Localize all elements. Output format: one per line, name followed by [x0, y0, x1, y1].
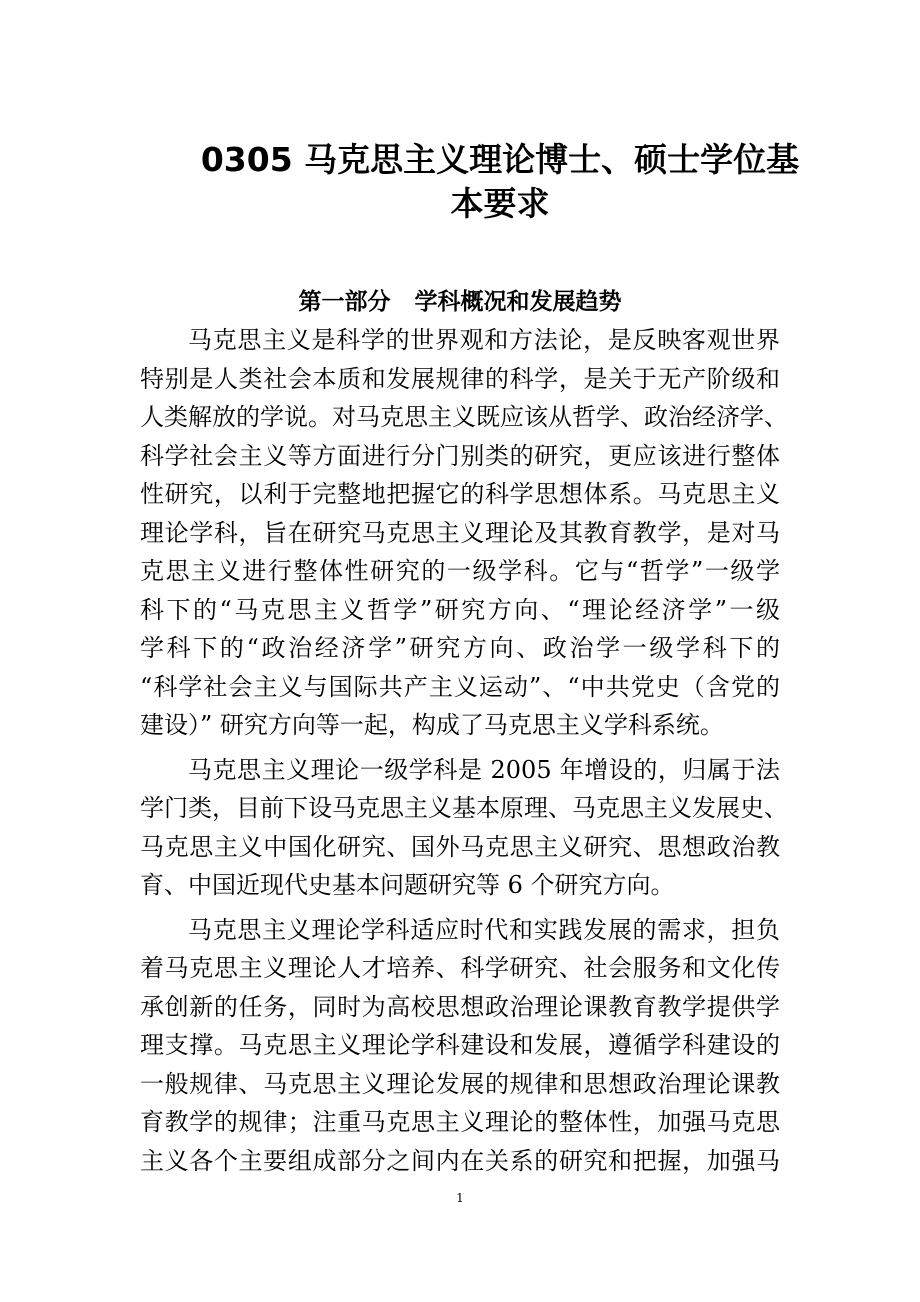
paragraph	[140, 911, 780, 1181]
text-line: 主义各个主要组成部分之间内在关系的研究和把握，加强马	[140, 1146, 780, 1175]
text-line: 马克思主义是科学的世界观和方法论，是反映客观世界	[188, 326, 780, 354]
page-title	[180, 138, 820, 226]
section-heading: 第一部分 学科概况和发展趋势	[298, 289, 622, 315]
text-line: 理支撑。马克思主义理论学科建设和发展，遵循学科建设的	[140, 1031, 780, 1059]
text-line: 建设）” 研究方向等一起，构成了马克思主义学科系统。	[140, 711, 724, 739]
text-line: 着马克思主义理论人才培养、科学研究、社会服务和文化传	[140, 954, 780, 982]
title-line: 本要求	[450, 184, 550, 223]
text-line: 育、中国近现代史基本问题研究等 6 个研究方向。	[140, 871, 675, 899]
text-line: 科学社会主义等方面进行分门别类的研究，更应该进行整体	[140, 441, 780, 470]
page-number: 1	[456, 1191, 464, 1205]
paragraph	[140, 321, 788, 745]
text-line: 马克思主义中国化研究、国外马克思主义研究、思想政治教	[140, 832, 780, 861]
text-line: 承创新的任务，同时为高校思想政治理论课教育教学提供学	[140, 992, 780, 1021]
text-line: 学门类，目前下设马克思主义基本原理、马克思主义发展史、	[140, 794, 788, 822]
paragraph	[140, 751, 788, 905]
text-line: 学科下的“政治经济学”研究方向、政治学一级学科下的	[140, 634, 780, 662]
text-line: “科学社会主义与国际共产主义运动”、“中共党史（含党的	[140, 672, 780, 701]
text-line: 特别是人类社会本质和发展规律的科学，是关于无产阶级和	[140, 364, 780, 393]
text-line: 马克思主义理论一级学科是 2005 年增设的，归属于法	[188, 755, 780, 784]
text-line: 性研究，以利于完整地把握它的科学思想体系。马克思主义	[140, 480, 780, 508]
text-line: 马克思主义理论学科适应时代和实践发展的需求，担负	[188, 915, 780, 944]
text-line: 人类解放的学说。对马克思主义既应该从哲学、政治经济学、	[140, 403, 788, 431]
text-line: 克思主义进行整体性研究的一级学科。它与“哲学”一级学	[140, 557, 780, 585]
text-line: 理论学科，旨在研究马克思主义理论及其教育教学，是对马	[140, 518, 780, 547]
body-text	[140, 321, 788, 1180]
text-line: 科下的“马克思主义哲学”研究方向、“理论经济学”一级	[140, 595, 780, 624]
title-line: 0305 马克思主义理论博士、硕士学位基	[200, 140, 800, 179]
text-line: 一般规律、马克思主义理论发展的规律和思想政治理论课教	[140, 1069, 780, 1098]
text-line: 育教学的规律；注重马克思主义理论的整体性，加强马克思	[140, 1108, 780, 1136]
